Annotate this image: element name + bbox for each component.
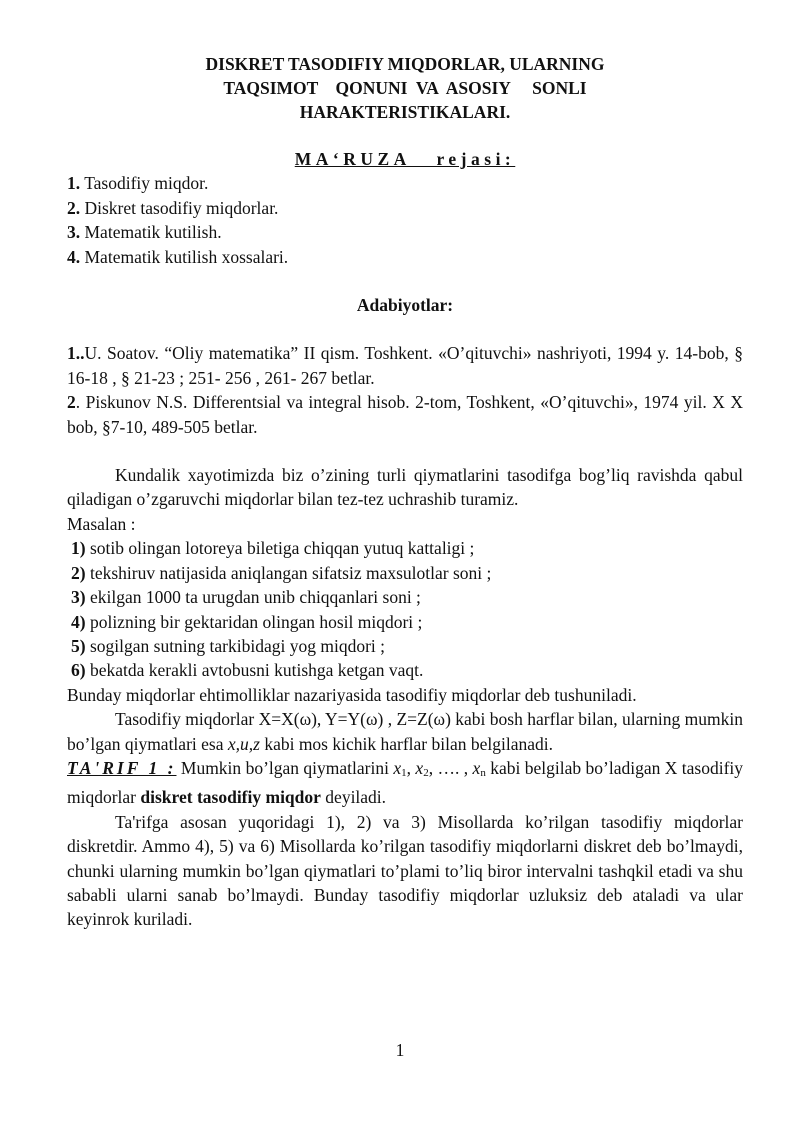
definition-text-3: deyiladi.: [320, 787, 387, 808]
lecture-plan-heading: MA‘RUZA rejasi:: [294, 149, 516, 169]
var-x2: x: [415, 757, 424, 778]
literature-item: [67, 390, 743, 439]
plan-item-text: Diskret tasodifiy miqdorlar.: [84, 197, 279, 218]
example-text: tekshiruv natijasida aniqlangan sifatsiz maxsulotlar soni ;: [89, 562, 492, 583]
title-line-1: DISKRET TASODIFIY MIQDORLAR, ULARNING: [205, 54, 605, 74]
notation-text-2: kabi mos kichik harflar bilan belgilanadi.: [259, 733, 553, 754]
title-line-2: TAQSIMOT QONUNI VA ASOSIY SONLI: [223, 78, 587, 98]
separator: ,: [406, 757, 416, 778]
example-item: [67, 610, 743, 634]
sub-2: 2: [423, 766, 429, 779]
example-text: sogilgan sutning tarkibidagi yog miqdori ;: [89, 635, 386, 656]
var-x1: x: [393, 757, 402, 778]
example-text: ekilgan 1000 ta urugdan unib chiqqanlari soni ;: [89, 587, 421, 608]
example-number: 6): [71, 660, 86, 681]
dots: , …. ,: [428, 757, 473, 778]
plan-item-number: 2.: [67, 197, 81, 218]
example-item: [67, 658, 743, 682]
var-xn: x: [472, 757, 481, 778]
lecture-plan-list: [67, 171, 743, 269]
literature-list: [67, 341, 743, 439]
title-line-3: HARAKTERISTIKALARI.: [299, 102, 511, 122]
notation-vars: x,u,z: [227, 733, 260, 754]
plan-item-number: 4.: [67, 246, 81, 267]
definition-term: diskret tasodifiy miqdor: [140, 787, 321, 808]
intro-paragraph: Kundalik xayotimizda biz o’zining turli qiymatlarini tasodifga bog’liq ravishda qabul qiladigan o’zgaruvchi miqdorlar bilan tez-tez uchrashib turamiz.: [67, 465, 743, 510]
sub-n: n: [480, 766, 486, 779]
example-number: 3): [71, 587, 86, 608]
literature-item-text: U. Soatov. “Oliy matematika” II qism. Toshkent. «O’qituvchi» nashriyoti, 1994 y. 14-bob, § 16-18 , § 21-23 ; 251- 256 , 261- 267 betlar.: [67, 343, 743, 388]
definition-paragraph: [67, 756, 743, 810]
literature-heading: Adabiyotlar:: [356, 295, 454, 316]
example-text: bekatda kerakli avtobusni kutishga ketgan vaqt.: [89, 660, 424, 681]
example-item: [67, 561, 743, 585]
plan-item: [67, 245, 743, 269]
plan-item: [67, 220, 743, 244]
example-item: [67, 585, 743, 609]
plan-item-number: 3.: [67, 222, 81, 243]
definition-label: TA'RIF 1 :: [67, 757, 177, 778]
page-number: 1: [395, 1040, 405, 1060]
plan-item: [67, 196, 743, 220]
plan-item-text: Matematik kutilish.: [84, 222, 222, 243]
example-number: 2): [71, 562, 86, 583]
sub-1: 1: [401, 766, 407, 779]
example-item: [67, 634, 743, 658]
example-number: 5): [71, 635, 86, 656]
plan-item: [67, 171, 743, 195]
examples-list: [67, 536, 743, 682]
notation-text-1: Tasodifiy miqdorlar X=X(ω), Y=Y(ω) , Z=Z(ω) kabi bosh harflar bilan, ularning mumkin bo’lgan qiymatlari esa: [67, 709, 743, 754]
literature-item-number: 1..: [67, 343, 85, 364]
definition-text-1: Mumkin bo’lgan qiymatlarini: [176, 757, 394, 778]
example-number: 1): [71, 538, 86, 559]
example-item: [67, 536, 743, 560]
document-page: [67, 52, 743, 932]
example-text: polizning bir gektaridan olingan hosil miqdori ;: [89, 611, 423, 632]
notation-paragraph: [67, 707, 743, 756]
plan-item-number: 1.: [67, 173, 81, 194]
bunday-paragraph: Bunday miqdorlar ehtimolliklar nazariyasida tasodifiy miqdorlar deb tushuniladi.: [67, 684, 637, 705]
example-text: sotib olingan lotoreya biletiga chiqqan yutuq kattaligi ;: [89, 538, 475, 559]
literature-item-text: . Piskunov N.S. Differentsial va integral hisob. 2-tom, Toshkent, «O’qituvchi», 1974 yil. X X bob, §7-10, 489-505 betlar.: [67, 392, 743, 437]
document-title: [117, 52, 693, 124]
example-number: 4): [71, 611, 86, 632]
conclusion-paragraph: Ta'rifga asosan yuqoridagi 1), 2) va 3) Misollarda ko’rilgan tasodifiy miqdorlar diskretdir. Ammo 4), 5) va 6) Misollarda ko’rilgan tasodifiy miqdorlarni diskret deb bo’lmaydi, chunki ularning mumkin bo’lgan qiymatlari to’plami to’liq biror intervalni tashqkil etadi va shu sababli ularni sanab bo’lmaydi. Bunday tasodifiy miqdorlar uzluksiz deb ataladi va ular keyinrok kuriladi.: [67, 811, 743, 930]
literature-item-number: 2: [67, 392, 76, 413]
definition-text-2: kabi belgilab bo’ladigan X tasodifiy miqdorlar: [67, 757, 744, 808]
examples-lead: Masalan :: [67, 513, 136, 534]
literature-item: [67, 341, 743, 390]
plan-item-text: Matematik kutilish xossalari.: [84, 246, 289, 267]
plan-item-text: Tasodifiy miqdor.: [84, 173, 209, 194]
